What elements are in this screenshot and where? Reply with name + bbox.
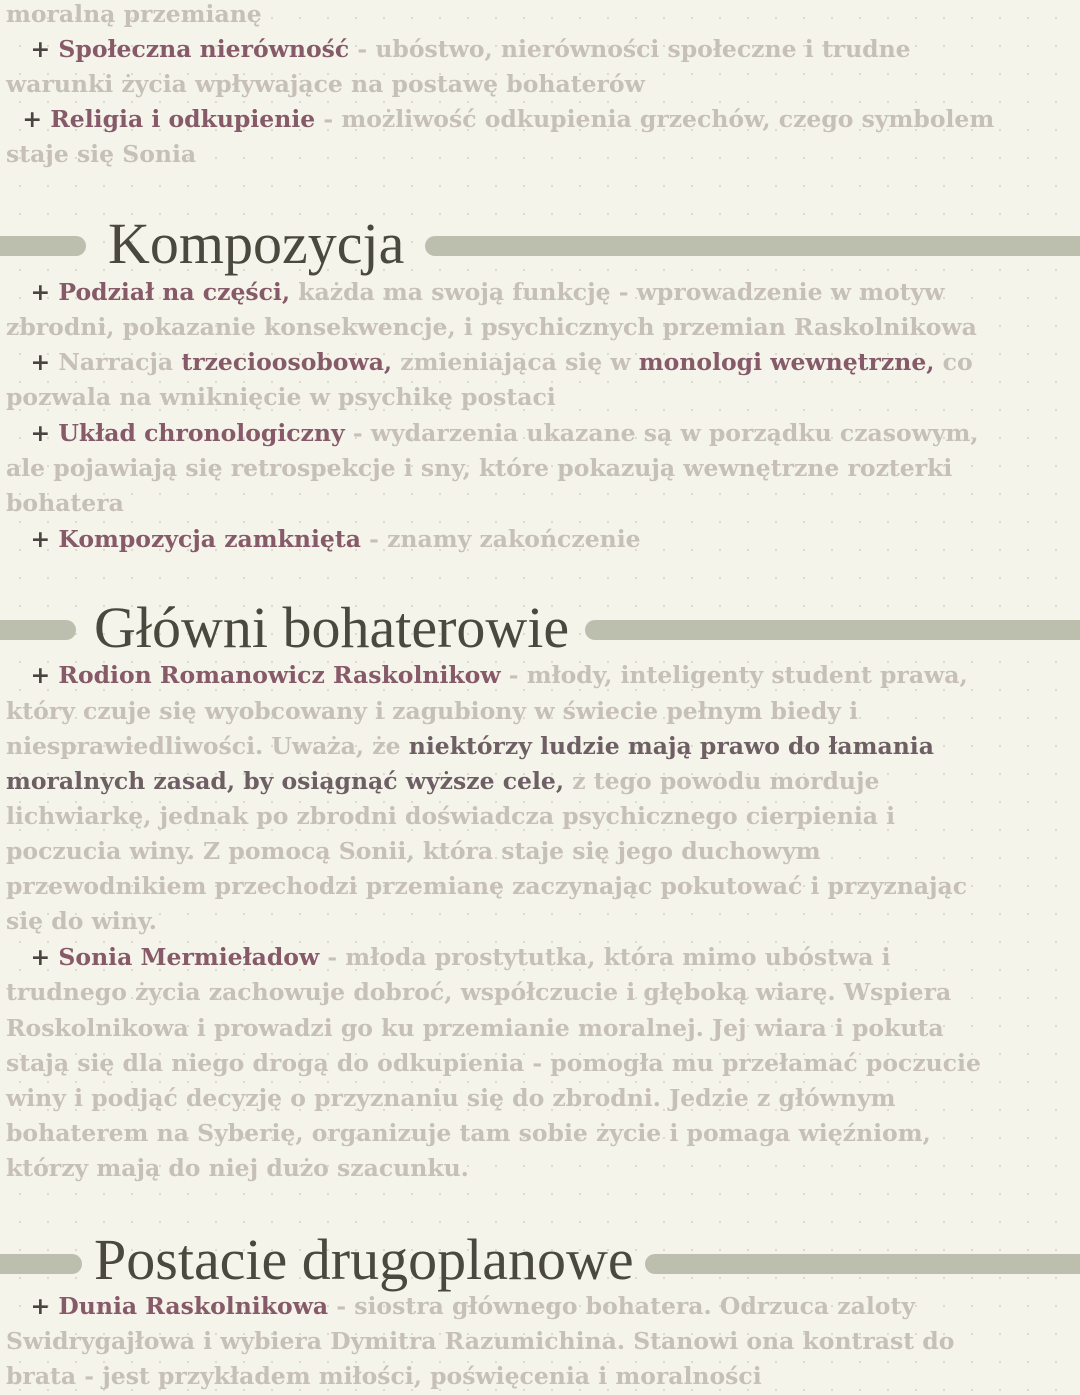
highlighted-term: Układ chronologiczny [58,419,345,447]
text-line [6,904,157,938]
highlighted-term: Kompozycja zamknięta [58,525,361,553]
body-text: Narracja [58,348,182,376]
body-text: winy i podjąć decyzję o przyznaniu się do zbrodni. Jedzie z głównym [6,1084,896,1112]
text-line [6,975,951,1009]
body-text: trudnego życia zachowuje dobroć, współczucie i głęboką wiarę. Wspiera [6,978,952,1006]
text-line [6,137,196,171]
body-text: warunki życia wpływające na postawę bohaterów [6,70,645,98]
body-text: pozwala na wniknięcie w psychikę postaci [6,383,556,411]
bullet-plus: + [6,348,59,376]
bullet-plus: + [6,661,59,689]
text-line [6,1324,954,1358]
body-text: - młody, inteligenty student prawa, [500,661,968,689]
highlighted-term: Podział na części, [58,278,291,306]
body-text: ale pojawiają się retrospekcje i sny, które pokazują wewnętrzne rozterki [6,454,953,482]
text-line [6,0,262,31]
body-text: moralną przemianę [6,0,262,28]
section-heading-postacie-drugoplanowe: Postacie drugoplanowe [94,1227,634,1292]
text-line [6,1289,915,1323]
text-line [6,1151,469,1185]
body-text: którzy mają do niej dużo szacunku. [6,1154,469,1182]
text-line [6,799,895,833]
text-line [6,729,934,763]
body-text: Swidrygajłowa i wybiera Dymitra Razumichina. Stanowi ona kontrast do [6,1327,955,1355]
text-line [6,32,911,66]
text-line [6,869,967,903]
body-text: - znamy zakończenie [360,525,641,553]
body-text: staje się Sonia [6,140,197,168]
bullet-plus: + [6,943,59,971]
body-text: stają się dla niego drogą do odkupienia - pomogła mu przełamać poczucie [6,1049,981,1077]
text-line [6,451,952,485]
body-text: zmieniająca się w [392,348,639,376]
body-text: brata - jest przykładem miłości, poświęcenia i moralności [6,1362,762,1390]
text-line [6,658,968,692]
bullet-plus: + [6,35,59,63]
highlighted-term: Sonia Mermieładow [58,943,320,971]
highlighted-term: Dunia Raskolnikowa [58,1292,329,1320]
body-text: lichwiarkę, jednak po zbrodni doświadcza psychicznego cierpienia i [6,802,896,830]
text-line [6,522,641,556]
section-heading-glowni-bohaterowie: Główni bohaterowie [94,595,570,660]
body-text: - możliwość odkupienia grzechów, czego symbolem [315,105,995,133]
text-line [6,1011,944,1045]
text-line [6,345,973,379]
bullet-plus: + [6,105,51,133]
text-line [6,1116,931,1150]
body-text: bohatera [6,489,124,517]
body-text: co [934,348,973,376]
highlighted-term: Religia i odkupienie [50,105,316,133]
heading-bar-left [0,236,86,256]
body-text: który czuje się wyobcowany i zagubiony w świecie pełnym biedy i [6,697,859,725]
bullet-plus: + [6,419,59,447]
bullet-plus: + [6,278,59,306]
text-line [6,380,556,414]
highlighted-term: monologi wewnętrzne, [638,348,935,376]
body-text: każda ma swoją funkcję - wprowadzenie w motyw [290,278,945,306]
text-line [6,1359,762,1393]
heading-bar-left [0,620,76,640]
highlighted-term: trzecioosobowa, [181,348,393,376]
text-line [6,940,891,974]
body-text: - wydarzenia ukazane są w porządku czasowym, [344,419,979,447]
text-line [6,67,645,101]
body-text: Roskolnikowa i prowadzi go ku przemianie moralnej. Jej wiara i pokuta [6,1014,944,1042]
body-text: - młoda prostytutka, która mimo ubóstwa i [319,943,891,971]
text-line [6,486,124,520]
body-text: przewodnikiem przechodzi przemianę zaczynając pokutować i przyznając [6,872,968,900]
highlighted-term: Społeczna nierówność [58,35,350,63]
text-line [6,102,994,136]
body-text: się do winy. [6,907,157,935]
emphasized-text: niektórzy ludzie mają prawo do łamania [408,732,934,760]
text-line [6,416,979,450]
text-line [6,694,858,728]
body-text: - siostra głównego bohatera. Odrzuca zaloty [328,1292,915,1320]
heading-bar-right [585,620,1080,640]
body-text: z tego powodu morduje [564,767,880,795]
bullet-plus: + [6,1292,59,1320]
body-text: bohaterem na Syberię, organizuje tam sobie życie i pomaga więźniom, [6,1119,931,1147]
section-heading-kompozycja: Kompozycja [108,211,405,276]
text-line [6,834,821,868]
text-line [6,310,977,344]
heading-bar-right [645,1254,1080,1274]
heading-bar-right [425,236,1080,256]
emphasized-text: moralnych zasad, by osiągnąć wyższe cele, [6,767,565,795]
text-line [6,1046,981,1080]
text-line [6,275,944,309]
body-text: poczucia winy. Z pomocą Sonii, która staje się jego duchowym [6,837,821,865]
body-text: - ubóstwo, nierówności społeczne i trudne [349,35,911,63]
body-text: niesprawiedliwości. Uważa, że [6,732,409,760]
bullet-plus: + [6,525,59,553]
body-text: zbrodni, pokazanie konsekwencje, i psychicznych przemian Raskolnikowa [6,313,977,341]
text-line [6,764,879,798]
highlighted-term: Rodion Romanowicz Raskolnikow [58,661,501,689]
heading-bar-left [0,1254,82,1274]
text-line [6,1081,896,1115]
